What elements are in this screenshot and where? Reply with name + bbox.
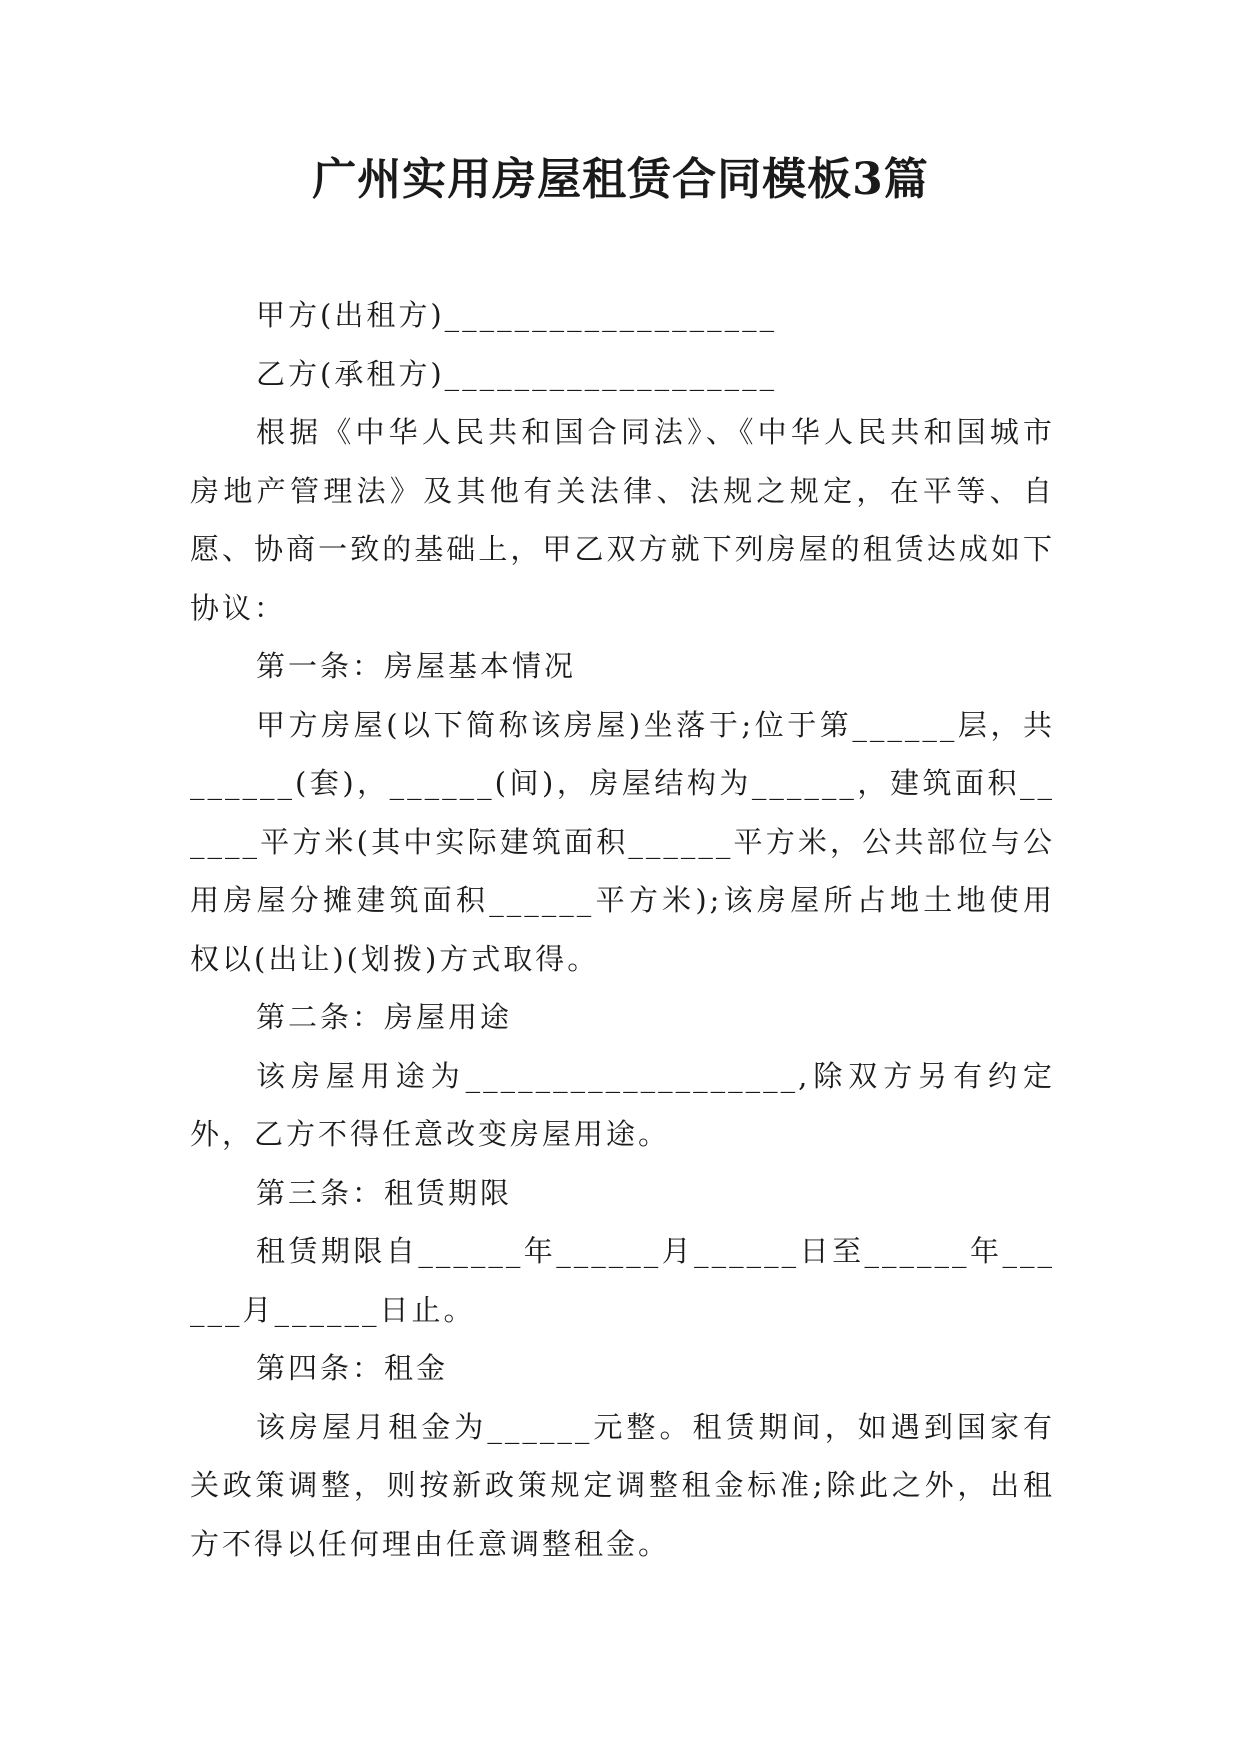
article-4-heading: 第四条：租金 [256, 1351, 449, 1385]
article-2-paragraph: 该房屋用途为___________________,除双方另有约定外，乙方不得任意改变房屋用途。 [190, 1058, 1055, 1151]
party-a-line: 甲方(出租方)___________________ [256, 298, 778, 332]
article-1-paragraph: 甲方房屋(以下简称该房屋)坐落于;位于第______层，共______(套)，______(间)，房屋结构为______，建筑面积______平方米(其中实际建筑面积______平方米，公共部位与公用房屋分摊建筑面积______平方米);该房屋所占地土地使用权以(出让)(划拨)方式取得。 [190, 707, 1055, 976]
document-title: 广州实用房屋租赁合同模板3篇 [312, 154, 929, 205]
document-body [190, 286, 1055, 1573]
party-b-line: 乙方(承租方)___________________ [256, 356, 778, 391]
article-3-paragraph: 租赁期限自______年______月______日至______年______月______日止。 [190, 1234, 1055, 1327]
article-3-heading: 第三条：租赁期限 [256, 1175, 513, 1210]
article-1-heading: 第一条：房屋基本情况 [256, 649, 577, 683]
preamble-paragraph: 根据《中华人民共和国合同法》、《中华人民共和国城市房地产管理法》及其他有关法律、法规之规定，在平等、自愿、协商一致的基础上，甲乙双方就下列房屋的租赁达成如下协议： [190, 415, 1055, 625]
article-2-heading: 第二条：房屋用途 [256, 1000, 513, 1034]
article-4-paragraph: 该房屋月租金为______元整。租赁期间，如遇到国家有关政策调整，则按新政策规定调整租金标准;除此之外，出租方不得以任何理由任意调整租金。 [190, 1409, 1055, 1561]
